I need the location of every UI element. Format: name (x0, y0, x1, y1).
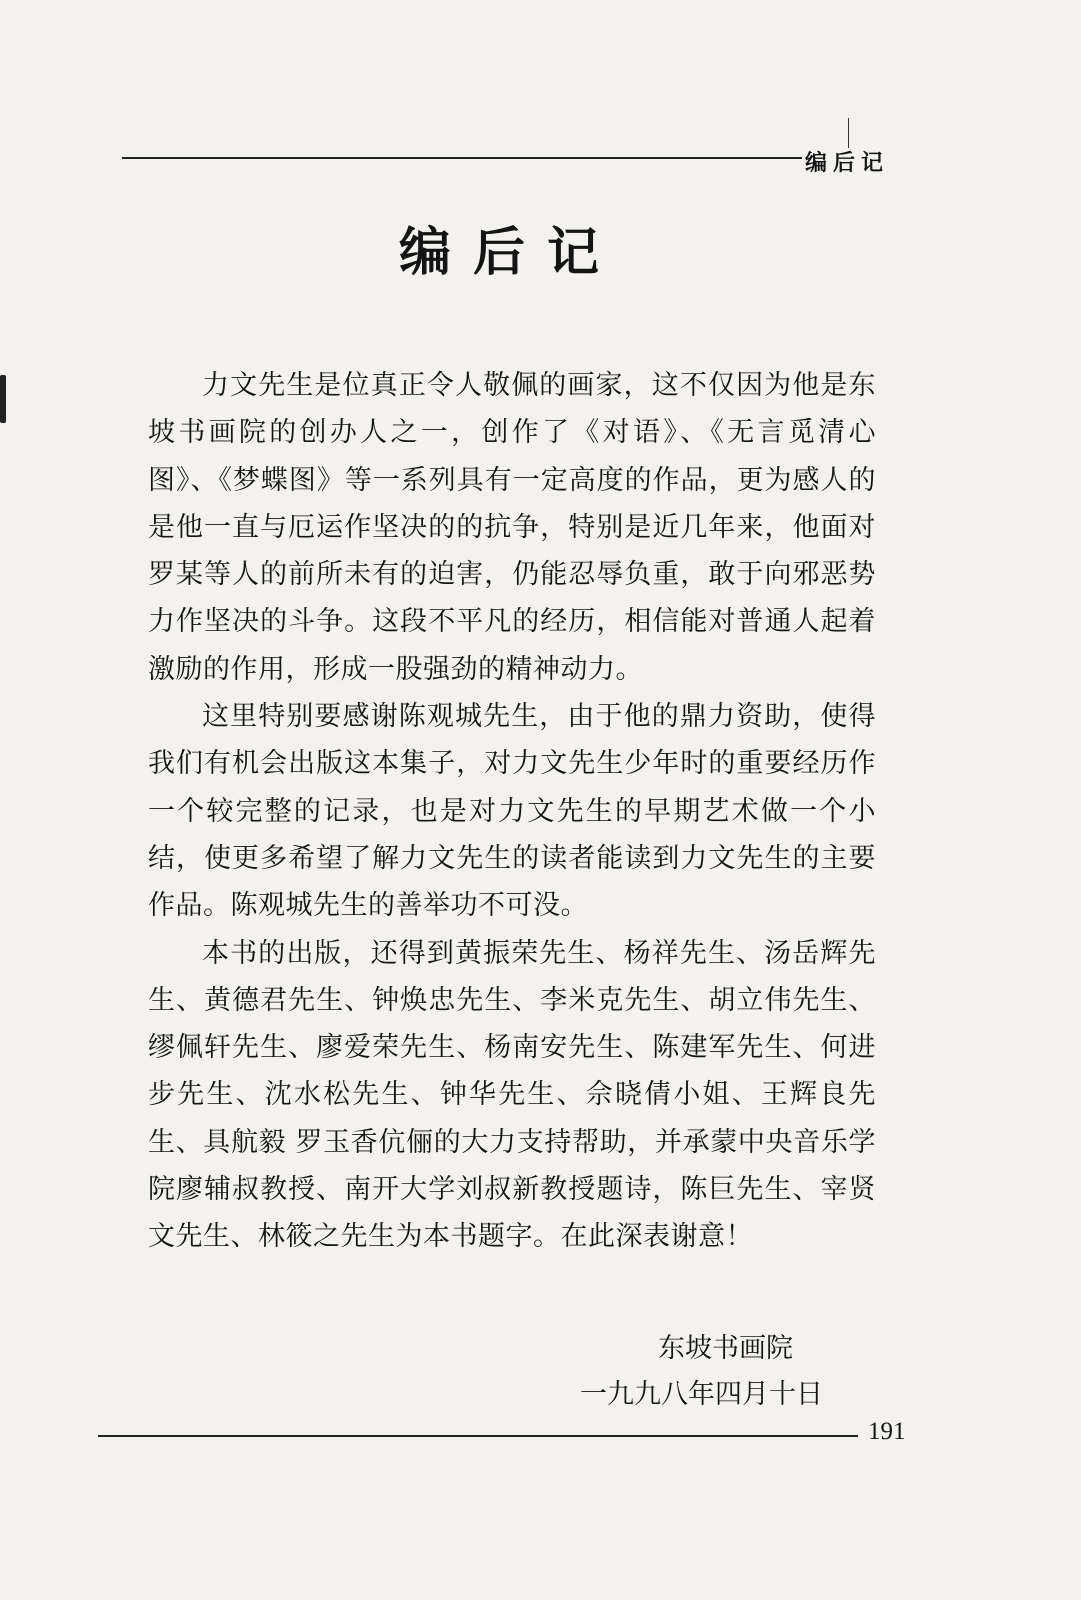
paragraph-1: 力文先生是位真正令人敬佩的画家，这不仅因为他是东坡书画院的创办人之一，创作了《对语》、《无言觅清心图》、《梦蝶图》等一系列具有一定高度的作品，更为感人的是他一直与厄运作坚决的的抗争，特别是近几年来，他面对罗某等人的前所未有的迫害，仍能忍辱负重，敢于向邪恶势力作坚决的斗争。这段不平凡的经历，相信能对普通人起着激励的作用，形成一股强劲的精神动力。 (148, 370, 876, 685)
page-number: 191 (868, 1418, 906, 1445)
running-head: 编后记 (805, 151, 890, 176)
paragraph-3: 本书的出版，还得到黄振荣先生、杨祥先生、汤岳辉先生、黄德君先生、钟焕忠先生、李米克先生、胡立伟先生、缪佩轩先生、廖爱荣先生、杨南安先生、陈建军先生、何进步先生、沈水松先生、钟华先生、佘晓倩小姐、王辉良先生、具航毅 罗玉香伉俪的大力支持帮助，并承蒙中央音乐学院廖辅叔教授、南开大学刘叔新教授题诗，陈巨先生、宰贤文先生、林筱之先生为本书题字。在此深表谢意！ (148, 937, 876, 1253)
body-text (148, 362, 876, 1261)
signature-organization: 东坡书画院 (658, 1333, 793, 1364)
header-rule-tick (848, 118, 849, 148)
signature-date: 一九九八年四月十日 (580, 1379, 823, 1410)
header-rule (122, 157, 802, 159)
paragraph-2: 这里特别要感谢陈观城先生，由于他的鼎力资助，使得我们有机会出版这本集子，对力文先生少年时的重要经历作一个较完整的记录，也是对力文先生的早期艺术做一个小结，使更多希望了解力文先生的读者能读到力文先生的主要作品。陈观城先生的善举功不可没。 (148, 701, 876, 922)
scan-edge-mark (0, 375, 6, 423)
signature-block (560, 1326, 860, 1418)
page-title: 编后记 (398, 223, 621, 283)
footer-rule (98, 1435, 858, 1437)
